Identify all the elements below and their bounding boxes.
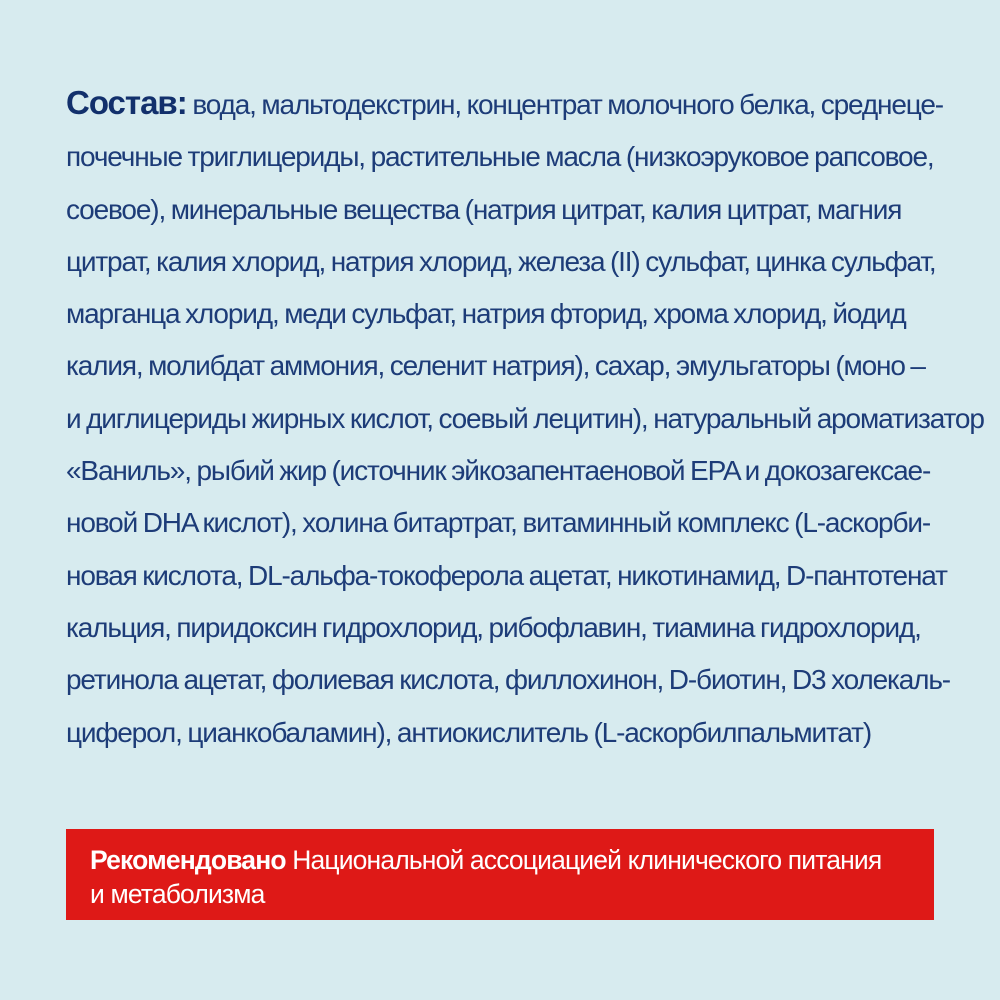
composition-line: кальция, пиридоксин гидрохлорид, рибофлавин, тиамина гидрохлорид, xyxy=(66,611,921,643)
composition-line: цитрат, калия хлорид, натрия хлорид, железа (II) сульфат, цинка сульфат, xyxy=(66,245,936,277)
composition-line: «Ваниль», рыбий жир (источник эйкозапентаеновой EPA и докозагексае- xyxy=(66,455,931,487)
composition-line-text: вода, мальтодекстрин, концентрат молочного белка, среднеце- xyxy=(186,89,943,120)
composition-line: соевое), минеральные вещества (натрия цитрат, калия цитрат, магния xyxy=(66,193,902,225)
composition-line: калия, молибдат аммония, селенит натрия), сахар, эмульгаторы (моно – xyxy=(66,350,925,382)
composition-line: почечные триглицериды, растительные масла (низкоэруковое рапсовое, xyxy=(66,141,934,173)
composition-line: новой DHA кислот), холина битартрат, витаминный комплекс (L-аскорби- xyxy=(66,507,930,539)
recommendation-banner xyxy=(66,829,934,920)
composition-line: новая кислота, DL-альфа-токоферола ацетат, никотинамид, D-пантотенат xyxy=(66,559,947,591)
recommendation-line-2: и метаболизма xyxy=(90,879,265,909)
composition-text xyxy=(66,77,984,759)
recommendation-strong: Рекомендовано xyxy=(90,845,286,875)
composition-line: марганца хлорид, меди сульфат, натрия фторид, хрома хлорид, йодид xyxy=(66,298,906,330)
composition-line: и диглицериды жирных кислот, соевый лецитин), натуральный ароматизатор xyxy=(66,402,984,434)
recommendation-rest: Национальной ассоциацией клинического питания xyxy=(285,845,882,875)
composition-line xyxy=(66,77,943,131)
composition-line: ретинола ацетат, фолиевая кислота, филлохинон, D-биотин, D3 холекаль- xyxy=(66,664,950,696)
recommendation-text xyxy=(90,843,881,911)
recommendation-line xyxy=(90,843,881,877)
composition-label: Состав: xyxy=(66,84,187,121)
composition-line: циферол, цианкобаламин), антиокислитель (L-аскорбилпальмитат) xyxy=(66,716,872,748)
